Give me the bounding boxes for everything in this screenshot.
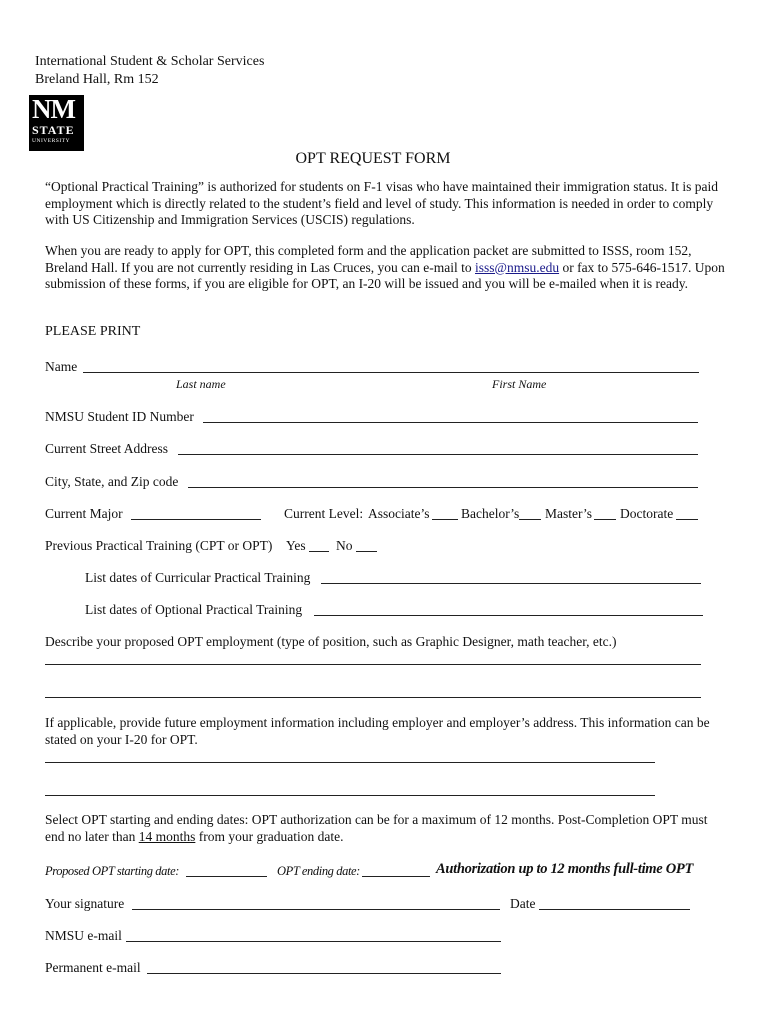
bachelors-field[interactable] [519,519,541,520]
no-field[interactable] [356,551,377,552]
level-label: Current Level: [284,506,364,521]
name-label: Name [45,359,78,374]
student-id-label: NMSU Student ID Number [45,409,194,424]
street-field[interactable] [178,454,698,455]
first-name-label: First Name [492,377,547,391]
future-employment-line-1[interactable] [45,762,655,763]
intro-text-b: or fax to 575-646-1517. Upon submission of these forms, if you are eligible for OPT, an I-20 will be issued and you will be e-mailed when it is ready. [45,259,725,291]
signature-field[interactable] [132,909,500,910]
major-label: Current Major [45,506,123,521]
dates-text-underlined: 14 months [138,828,196,844]
logo-nm: NM [32,94,75,124]
date-field[interactable] [539,909,690,910]
describe-field-line-2[interactable] [45,697,701,698]
opt-dates-instructions [45,812,725,845]
dates-text-a: Select OPT starting and ending dates: OPT authorization can be for a maximum of 12 months. Post-Completion OPT must end no later than [45,812,708,844]
cpt-dates-field[interactable] [321,583,701,584]
date-label: Date [510,896,536,911]
name-field[interactable] [83,372,699,373]
end-date-label: OPT ending date: [277,864,360,878]
doctorate-field[interactable] [676,519,698,520]
city-label: City, State, and Zip code [45,474,179,489]
isss-email-link[interactable]: isss@nmsu.edu [475,259,560,275]
city-field[interactable] [188,487,698,488]
please-print-heading: PLEASE PRINT [45,324,141,339]
cpt-dates-label: List dates of Curricular Practical Training [85,570,311,585]
opt-dates-field[interactable] [314,615,703,616]
yes-label: Yes [286,538,306,553]
opt-dates-label: List dates of Optional Practical Training [85,602,303,617]
yes-field[interactable] [309,551,329,552]
nmsu-email-label: NMSU e-mail [45,928,122,943]
associates-label: Associate’s [368,506,430,521]
authorization-note: Authorization up to 12 months full-time OPT [436,861,694,877]
end-date-field[interactable] [362,876,430,877]
future-employment-label: If applicable, provide future employment information including employer and employer’s address. This information can be stated on your I-20 for OPT. [45,715,710,747]
masters-label: Master’s [545,506,592,521]
no-label: No [336,538,353,553]
logo-state: STATE [32,123,75,137]
student-id-field[interactable] [203,422,698,423]
intro-text-a: When you are ready to apply for OPT, this completed form and the application packet are submitted to ISSS, room 152, Breland Hall. If you are not currently residing in Las Cruces, you can e-mail to [45,243,692,275]
permanent-email-field[interactable] [147,973,501,974]
describe-field-line-1[interactable] [45,664,701,665]
major-field[interactable] [131,519,261,520]
nmsu-email-field[interactable] [126,941,501,942]
future-employment-line-2[interactable] [45,795,655,796]
describe-label: Describe your proposed OPT employment (type of position, such as Graphic Designer, math teacher, etc.) [45,634,617,649]
form-title: OPT REQUEST FORM [295,150,451,167]
org-name: International Student & Scholar Services [35,54,265,69]
start-date-field[interactable] [186,876,267,877]
previous-training-label: Previous Practical Training (CPT or OPT) [45,538,273,553]
logo-university: UNIVERSITY [32,138,70,144]
start-date-label: Proposed OPT starting date: [45,864,179,878]
masters-field[interactable] [594,519,616,520]
street-label: Current Street Address [45,441,168,456]
last-name-label: Last name [176,377,226,391]
doctorate-label: Doctorate [620,506,674,521]
intro-paragraph-2 [45,243,725,293]
dates-text-b: from your graduation date. [195,828,344,844]
permanent-email-label: Permanent e-mail [45,960,141,975]
org-address: Breland Hall, Rm 152 [35,72,159,87]
intro-paragraph-1: “Optional Practical Training” is authorized for students on F-1 visas who have maintained their immigration status. It is paid employment which is directly related to the student’s field and level of study. This information is needed in order to comply with US Citizenship and Immigration Services (USCIS) regulations. [45,179,719,227]
signature-label: Your signature [45,896,125,911]
nmsu-logo [29,95,84,151]
associates-field[interactable] [432,519,458,520]
bachelors-label: Bachelor’s [461,506,520,521]
